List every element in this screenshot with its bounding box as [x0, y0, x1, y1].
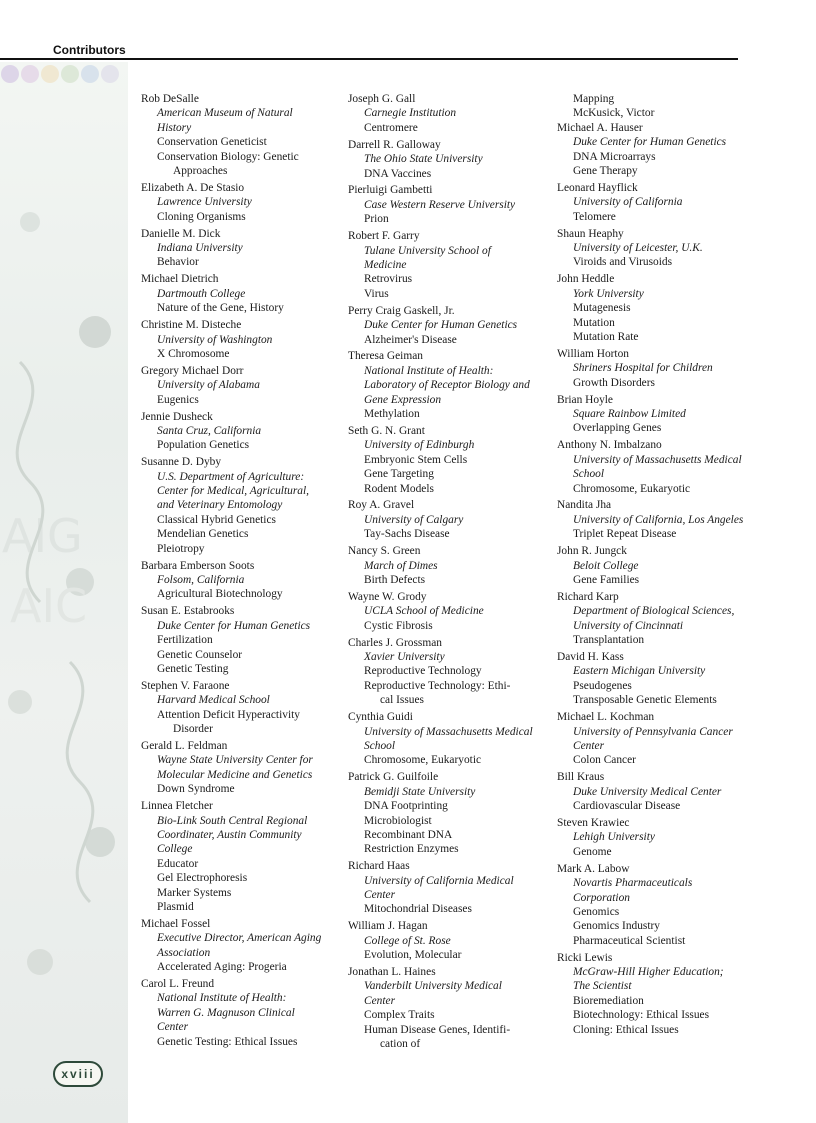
contributor-article: Cloning: Ethical Issues [573, 1023, 679, 1036]
contributor-name: John Heddle [557, 273, 615, 286]
contributor-article: Tay-Sachs Disease [364, 528, 450, 541]
contributor-entry [557, 710, 747, 768]
contributor-article: Transposable Genetic Elements [573, 694, 717, 707]
contributor-affiliation: Duke Center for Human Genetics [364, 319, 518, 332]
contributor-affiliation: Bemidji State University [364, 785, 476, 798]
contributor-entry [557, 590, 747, 648]
contributor-name: Michael Fossel [141, 917, 211, 930]
contributor-name: Elizabeth A. De Stasio [141, 181, 245, 194]
contributor-article: Genetic Testing: Ethical Issues [157, 1035, 298, 1048]
contributor-affiliation: Duke Center for Human Genetics [573, 136, 727, 149]
contributor-article: Genetic Testing [157, 662, 229, 675]
contributor-entry [141, 455, 336, 556]
contributor-entry [557, 770, 747, 813]
contributor-name: Pierluigi Gambetti [348, 184, 433, 197]
contributor-article: Telomere [573, 210, 616, 223]
contributor-article: Behavior [157, 256, 199, 269]
contributor-affiliation: Corporation [573, 891, 630, 904]
contributor-affiliation: University of Pennsylvania Cancer [573, 725, 733, 738]
contributor-affiliation: U.S. Department of Agriculture: [157, 470, 305, 483]
contributor-affiliation: School [573, 468, 605, 481]
contributor-entry [348, 710, 540, 768]
contributor-article: Birth Defects [364, 574, 426, 586]
contributor-name: Michael L. Kochman [557, 711, 655, 724]
contributor-affiliation: Center [364, 994, 396, 1007]
contributor-entry [557, 650, 747, 708]
contributor-entry [557, 438, 747, 496]
contributor-entry [141, 679, 336, 737]
contributor-name: Brian Hoyle [557, 393, 613, 406]
contributor-entry [348, 92, 540, 135]
contributor-affiliation: Dartmouth College [157, 287, 246, 300]
contributor-article: Classical Hybrid Genetics [157, 513, 276, 526]
contributor-affiliation: University of Massachusetts Medical [364, 725, 533, 738]
contributor-name: Roy A. Gravel [348, 499, 415, 512]
contributor-article: Plasmid [157, 900, 194, 913]
contributors-column-3 [557, 92, 747, 1040]
contributor-affiliation: University of Cincinnati [573, 619, 684, 632]
contributor-article: Growth Disorders [573, 376, 655, 389]
contributor-entry [141, 917, 336, 975]
contributor-entry [348, 965, 540, 1051]
contributor-article: Approaches [173, 165, 228, 178]
contributor-entry [348, 859, 540, 917]
contributor-affiliation: Laboratory of Receptor Biology and [364, 379, 530, 392]
contributor-article: Pleiotropy [157, 542, 205, 555]
contributor-entry [557, 951, 747, 1037]
contributor-article: Genomics Industry [573, 920, 660, 933]
contributor-name: Steven Krawiec [557, 817, 630, 829]
contributor-name: Christine M. Disteche [141, 319, 242, 332]
contributor-name: Rob DeSalle [141, 93, 199, 105]
contributor-name: Nancy S. Green [348, 545, 421, 558]
contributor-name: Cynthia Guidi [348, 711, 413, 724]
contributor-name: Wayne W. Grody [348, 590, 427, 603]
contributor-entry [557, 92, 747, 106]
contributor-affiliation: University of Washington [157, 333, 273, 346]
contributor-affiliation: Center [573, 739, 605, 752]
contributor-article: Genome [573, 845, 612, 858]
contributor-affiliation: Harvard Medical School [157, 694, 270, 707]
contributor-affiliation: American Museum of Natural [157, 107, 293, 120]
contributor-article: Pharmaceutical Scientist [573, 934, 686, 947]
contributor-entry [557, 181, 747, 224]
page-number: xviii [53, 1061, 103, 1087]
contributor-article: Complex Traits [364, 1009, 435, 1022]
contributor-entry [141, 604, 336, 676]
contributor-name: Darrell R. Galloway [348, 138, 441, 151]
contributor-article: Mendelian Genetics [157, 528, 249, 541]
contributor-affiliation: Duke University Medical Center [573, 785, 722, 798]
contributor-affiliation: Eastern Michigan University [573, 665, 706, 678]
contributor-entry [348, 636, 540, 708]
contributor-article: DNA Microarrays [573, 150, 656, 163]
contributor-entry [348, 138, 540, 181]
contributor-article: DNA Footprinting [364, 800, 448, 813]
contributor-affiliation: University of California [573, 196, 683, 209]
contributor-article: Accelerated Aging: Progeria [157, 961, 287, 974]
contributor-affiliation: University of Alabama [157, 379, 260, 392]
decorative-dna-pattern [0, 62, 128, 1123]
contributor-article: Centromere [364, 121, 418, 134]
contributor-article: Mapping [573, 93, 615, 105]
contributor-affiliation: College [157, 843, 193, 856]
contributor-affiliation: Warren G. Magnuson Clinical [157, 1006, 295, 1019]
contributor-name: Patrick G. Guilfoile [348, 771, 439, 784]
contributor-entry [557, 121, 747, 179]
contributor-article: Mutation Rate [573, 331, 639, 343]
contributor-affiliation: Bio-Link South Central Regional [157, 814, 308, 827]
contributor-affiliation: University of California Medical [364, 874, 514, 887]
contributor-article: Nature of the Gene, History [157, 302, 284, 315]
contributor-article: McKusick, Victor [573, 107, 655, 120]
contributor-affiliation: Xavier University [364, 651, 445, 664]
contributor-name: Gregory Michael Dorr [141, 364, 244, 377]
contributor-name: David H. Kass [557, 651, 624, 664]
contributor-name: Ricki Lewis [557, 951, 613, 964]
contributor-article: Gel Electrophoresis [157, 872, 248, 885]
contributor-article: Attention Deficit Hyperactivity [157, 708, 300, 721]
contributor-affiliation: Center [157, 1021, 189, 1034]
contributor-affiliation: Novartis Pharmaceuticals [573, 877, 693, 890]
contributor-affiliation: University of Edinburgh [364, 439, 475, 452]
contributor-name: Bill Kraus [557, 771, 605, 784]
contributor-affiliation: Tulane University School of [364, 244, 491, 257]
contributor-affiliation: Association [157, 946, 211, 959]
contributor-affiliation: Department of Biological Sciences, [573, 605, 735, 618]
contributor-article: Gene Families [573, 574, 640, 586]
contributor-name: Charles J. Grossman [348, 636, 442, 649]
contributor-affiliation: Executive Director, American Aging [157, 932, 322, 945]
contributor-affiliation: York University [573, 287, 644, 300]
contributor-article: Human Disease Genes, Identifi- [364, 1023, 511, 1036]
contributor-entry [348, 304, 540, 347]
contributor-article: X Chromosome [157, 347, 230, 360]
contributor-article: DNA Vaccines [364, 167, 432, 180]
contributor-article: Cloning Organisms [157, 210, 246, 223]
contributors-column-2 [348, 92, 540, 1054]
contributor-article: Gene Therapy [573, 165, 638, 178]
contributor-name: John R. Jungck [557, 545, 627, 558]
contributor-affiliation: University of Leicester, U.K. [573, 242, 703, 255]
contributor-entry [141, 977, 336, 1049]
contributor-name: Seth G. N. Grant [348, 424, 425, 437]
contributor-article: Recombinant DNA [364, 828, 453, 841]
contributor-name: Perry Craig Gaskell, Jr. [348, 304, 455, 317]
contributor-article: Restriction Enzymes [364, 843, 459, 856]
header-rule [0, 58, 738, 60]
contributor-article: Methylation [364, 408, 420, 421]
contributor-name: Mark A. Labow [557, 862, 630, 875]
contributor-article: Gene Targeting [364, 468, 434, 481]
contributor-article: Prion [364, 213, 389, 226]
contributor-affiliation: Lawrence University [157, 196, 252, 209]
contributor-affiliation: University of Massachusetts Medical [573, 453, 742, 466]
contributor-article: Cystic Fibrosis [364, 619, 433, 632]
contributor-entry [141, 92, 336, 178]
contributor-affiliation: Center for Medical, Agricultural, [157, 485, 309, 498]
contributor-name: Anthony N. Imbalzano [557, 439, 662, 452]
contributor-article: Disorder [173, 723, 213, 736]
contributor-article: cal Issues [380, 694, 424, 707]
contributor-article: Genomics [573, 905, 620, 918]
contributor-affiliation: Medicine [364, 258, 407, 271]
contributor-affiliation: McGraw-Hill Higher Education; [573, 966, 724, 979]
svg-text:AIC: AIC [10, 579, 88, 633]
contributor-affiliation: Lehigh University [573, 831, 655, 844]
contributor-affiliation: Santa Cruz, California [157, 424, 262, 437]
contributor-entry [141, 799, 336, 914]
contributor-article: Fertilization [157, 634, 213, 647]
contributor-entry [141, 272, 336, 315]
contributor-affiliation: Carnegie Institution [364, 107, 457, 120]
contributor-affiliation: School [364, 739, 396, 752]
contributor-article: Reproductive Technology: Ethi- [364, 679, 511, 692]
contributor-entry [141, 410, 336, 453]
contributor-affiliation: The Ohio State University [364, 153, 483, 166]
contributor-affiliation: Gene Expression [364, 393, 442, 406]
contributor-name: Richard Karp [557, 590, 619, 603]
contributor-article: Embryonic Stem Cells [364, 453, 468, 466]
contributor-entry [348, 919, 540, 962]
contributor-article: Educator [157, 857, 199, 870]
contributor-name: Robert F. Garry [348, 230, 420, 243]
contributor-article: Cardiovascular Disease [573, 800, 681, 813]
contributor-affiliation: Indiana University [157, 242, 243, 255]
contributor-affiliation: Center [364, 889, 396, 902]
contributor-article: Eugenics [157, 393, 199, 406]
contributor-name: Leonard Hayflick [557, 181, 638, 194]
contributor-affiliation: The Scientist [573, 980, 632, 993]
contributor-entry [557, 816, 747, 859]
contributor-article: Transplantation [573, 634, 645, 647]
contributor-name: Michael Dietrich [141, 273, 219, 286]
contributor-entry [348, 590, 540, 633]
contributor-article: Alzheimer's Disease [364, 333, 457, 346]
contributor-affiliation: National Institute of Health: [157, 992, 287, 1005]
contributor-article: Overlapping Genes [573, 422, 662, 435]
contributor-article: cation of [380, 1038, 421, 1051]
contributor-article: Down Syndrome [157, 783, 235, 796]
running-header: Contributors [53, 43, 126, 57]
contributor-affiliation: Shriners Hospital for Children [573, 362, 713, 375]
contributors-column-1 [141, 92, 336, 1052]
contributor-name: Richard Haas [348, 860, 410, 873]
contributor-article: Triplet Repeat Disease [573, 528, 677, 541]
contributor-affiliation: and Veterinary Entomology [157, 499, 283, 512]
contributor-article: Chromosome, Eukaryotic [573, 482, 691, 495]
contributor-article: Evolution, Molecular [364, 949, 462, 962]
contributor-article: Conservation Biology: Genetic [157, 150, 299, 163]
contributor-article: Rodent Models [364, 482, 434, 495]
contributor-affiliation: Square Rainbow Limited [573, 408, 686, 421]
contributor-name: William J. Hagan [348, 920, 428, 933]
contributor-article: Retrovirus [364, 273, 413, 286]
contributor-article: Reproductive Technology [364, 665, 482, 678]
contributor-entry [141, 181, 336, 224]
contributor-article: Mutation [573, 316, 615, 329]
contributor-name: Jennie Dusheck [141, 410, 213, 423]
contributor-entry [348, 349, 540, 421]
contributor-affiliation: Duke Center for Human Genetics [157, 619, 311, 632]
contributor-article: Chromosome, Eukaryotic [364, 754, 482, 767]
contributor-entry [348, 498, 540, 541]
contributor-entry [141, 559, 336, 602]
contributor-affiliation: UCLA School of Medicine [364, 605, 484, 618]
decorative-side-strip [0, 62, 128, 1123]
contributor-name: Stephen V. Faraone [141, 679, 230, 692]
contributor-name: Susanne D. Dyby [141, 456, 222, 469]
contributor-article: Colon Cancer [573, 754, 636, 767]
contributor-entry [348, 424, 540, 496]
contributor-article: Virus [364, 287, 389, 300]
contributor-affiliation: College of St. Rose [364, 934, 451, 947]
contributor-entry [348, 544, 540, 587]
contributor-entry [348, 770, 540, 856]
contributor-name: Danielle M. Dick [141, 227, 221, 240]
contributor-affiliation: Vanderbilt University Medical [364, 980, 502, 993]
contributor-name: Barbara Emberson Soots [141, 559, 255, 572]
contributor-article: Conservation Geneticist [157, 136, 267, 149]
contributor-entry [557, 106, 747, 120]
contributor-affiliation: Molecular Medicine and Genetics [157, 768, 313, 781]
contributor-name: Gerald L. Feldman [141, 739, 228, 752]
contributor-entry [141, 227, 336, 270]
contributor-name: Michael A. Hauser [557, 121, 643, 134]
contributor-name: Carol L. Freund [141, 977, 215, 990]
contributor-name: Theresa Geiman [348, 350, 423, 363]
contributor-article: Biotechnology: Ethical Issues [573, 1009, 710, 1022]
contributor-article: Bioremediation [573, 994, 644, 1007]
contributor-affiliation: National Institute of Health: [364, 364, 494, 377]
contributor-affiliation: March of Dimes [364, 559, 438, 572]
contributor-article: Microbiologist [364, 814, 432, 827]
contributor-name: Jonathan L. Haines [348, 966, 436, 979]
contributor-entry [141, 318, 336, 361]
contributor-name: Shaun Heaphy [557, 227, 624, 240]
contributor-entry [141, 739, 336, 797]
contributor-affiliation: Wayne State University Center for [157, 754, 313, 767]
contributor-name: Susan E. Estabrooks [141, 605, 235, 618]
contributor-article: Genetic Counselor [157, 648, 243, 661]
contributor-affiliation: University of Calgary [364, 513, 464, 526]
contributor-entry [348, 229, 540, 301]
contributor-entry [557, 227, 747, 270]
contributor-article: Marker Systems [157, 886, 232, 899]
contributor-entry [557, 498, 747, 541]
contributor-affiliation: Folsom, California [157, 574, 245, 586]
contributor-name: Nandita Jha [557, 499, 612, 512]
contributor-name: Linnea Fletcher [141, 800, 213, 813]
contributor-entry [141, 364, 336, 407]
contributor-entry [348, 183, 540, 226]
contributor-article: Population Genetics [157, 439, 250, 452]
svg-text:AIG: AIG [2, 509, 83, 563]
contributor-affiliation: History [157, 121, 192, 134]
contributor-entry [557, 544, 747, 587]
contributor-affiliation: Case Western Reserve University [364, 198, 516, 211]
contributor-entry [557, 862, 747, 948]
contributor-entry [557, 347, 747, 390]
contributor-name: Joseph G. Gall [348, 93, 416, 105]
contributor-article: Agricultural Biotechnology [157, 588, 283, 601]
contributor-affiliation: University of California, Los Angeles [573, 513, 744, 526]
contributor-affiliation: Beloit College [573, 559, 639, 572]
contributor-name: William Horton [557, 347, 629, 360]
contributor-entry [557, 393, 747, 436]
contributor-affiliation: Coordinater, Austin Community [157, 828, 302, 841]
contributor-article: Viroids and Virusoids [573, 256, 673, 269]
contributor-entry [557, 272, 747, 344]
contributor-article: Pseudogenes [573, 679, 632, 692]
contributor-article: Mutagenesis [573, 302, 631, 315]
contributor-article: Mitochondrial Diseases [364, 903, 472, 916]
